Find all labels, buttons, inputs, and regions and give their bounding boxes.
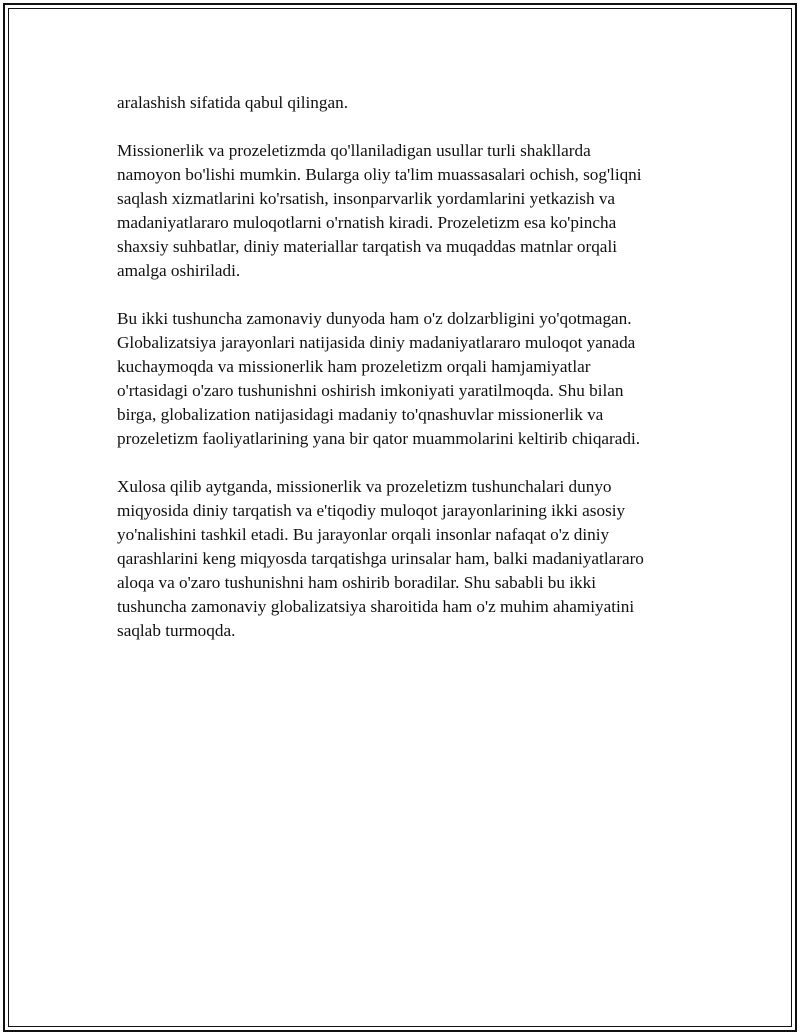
paragraph-modern-relevance: Bu ikki tushuncha zamonaviy dunyoda ham o'z dolzarbligini yo'qotmagan. Globalizatsiya jarayonlari natijasida diniy madaniyatlararo muloqot yanada kuchaymoqda va missionerlik ham prozeletizm orqali hamjamiyatlar o'rtasidagi o'zaro tushunishni oshirish imkoniyati yaratilmoqda. Shu bilan birga, globalization natijasidagi madaniy to'qnashuvlar missionerlik va prozeletizm faoliyatlarining yana bir qator muammolarini keltirib chiqaradi.	[117, 309, 641, 448]
paragraph-continuation: aralashish sifatida qabul qilingan.	[117, 93, 349, 112]
paragraph-conclusion: Xulosa qilib aytganda, missionerlik va prozeletizm tushunchalari dunyo miqyosida diniy tarqatish va e'tiqodiy muloqot jarayonlarining ikki asosiy yo'nalishini tashkil etadi. Bu jarayonlar orqali insonlar nafaqat o'z diniy qarashlarini keng miqyosda tarqatishga urinsalar ham, balki madaniyatlararo aloqa va o'zaro tushunishni ham oshirib boradilar. Shu sababli bu ikki tushuncha zamonaviy globalizatsiya sharoitida ham o'z muhim ahamiyatini saqlab turmoqda.	[117, 477, 644, 640]
paragraph-methods: Missionerlik va prozeletizmda qo'llaniladigan usullar turli shakllarda namoyon bo'lishi mumkin. Bularga oliy ta'lim muassasalari ochish, sog'liqni saqlash xizmatlarini ko'rsatish, insonparvarlik yordamlarini yetkazish va madaniyatlararo muloqotlarni o'rnatish kiradi. Prozeletizm esa ko'pincha shaxsiy suhbatlar, diniy materiallar tarqatish va muqaddas matnlar orqali amalga oshiriladi.	[117, 141, 642, 280]
document-body	[117, 91, 689, 667]
